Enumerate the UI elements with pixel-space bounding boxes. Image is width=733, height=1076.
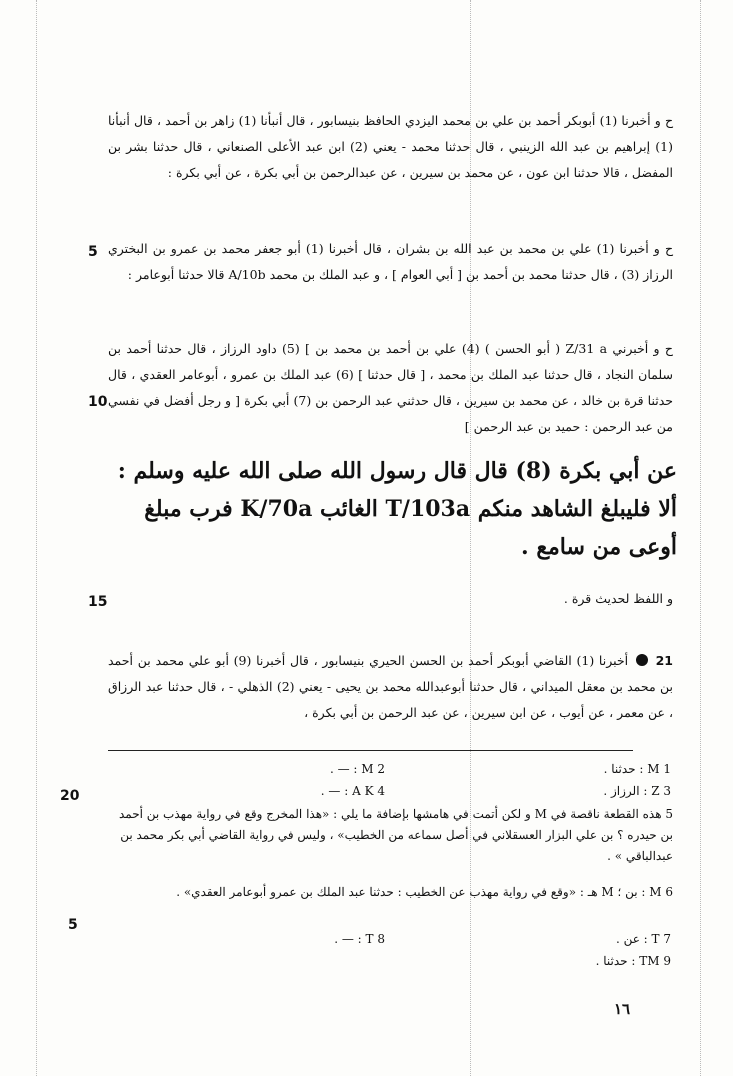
footnote-2: M 2 : — . [329,762,385,776]
footnote-line-number: 20 [60,788,80,804]
isnad-paragraph-1: ح و أخبرنا (1) أبوبكر أحمد بن علي بن محمد اليزدي الحافظ بنيسابور ، قال أنبأنا (1) زاهر بن أحمد ، قال أنبأنا (1) إبراهيم بن عبد الله الزينبي ، قال حدثنا محمد - يعني (2) ابن عبد الأعلى الصنعاني ، قال حدثنا بشر بن المفضل ، قالا حدثنا ابن عون ، عن محمد بن سيرين ، عن عبدالرحمن بن أبي بكرة ، عن أبي بكرة : [108,113,674,180]
footnote-4: A K 4 : — . [320,784,385,798]
line-number: 15 [88,594,108,610]
isnad-paragraph-3: ح و أخبرني Z/31 a ( أبو الحسن ) (4) علي بن أحمد بن محمد بن ] (5) داود الرزاز ، قال حدثنا أحمد بن سلمان النجاد ، قال حدثنا عبد الملك بن محمد ، [ قال حدثنا ] (6) عبد الملك بن عمرو ، أبوعامر العقدي ، قال حدثنا قرة بن خالد ، عن محمد بن سيرين ، قال حدثني عبد الرحمن بن (7) أبي بكرة [ و رجل أفضل في نفسي من عبد الرحمن : حميد بن عبد الرحمن ] [108,341,673,434]
scan-dotted-line [700,0,701,1076]
line-number: 10 [88,394,108,410]
footnote-9: TM 9 : حدثنا . [595,954,671,968]
footnote-7: T 7 : عن . [615,932,671,946]
page-number: ١٦ [614,1000,631,1018]
footnote-5: 5 هذه القطعة ناقصة في M و لكن أتمت في هامشها بإضافة ما يلي : «هذا المخرج وقع في رواية مهذب بن أحمد بن حيدره ؟ بن علي البزار العسقلاني في أصل سماعه من الخطيب» ، وليس في رواية القاضي أبي بكر محمد بن عبدالباقي » . [118,807,673,863]
bullet-dot-icon [636,654,648,666]
lafz-note: و اللفظ لحديث قرة . [563,591,673,606]
hadith-21 [108,648,673,726]
footnote-3: Z 3 : الرزاز . [603,784,671,798]
line-number: 5 [88,244,98,260]
footnote-6: M 6 : بن ؛ M هـ : «وقع في رواية مهذب عن الخطيب : حدثنا عبد الملك بن عمرو أبوعامر العقدي» . [176,885,673,899]
footnote-separator [108,750,633,751]
hadith-number: 21 [655,653,673,668]
hadith-21-text: أخبرنا (1) القاضي أبوبكر أحمد بن الحسن الحيري بنيسابور ، قال أخبرنا (9) أبو علي محمد بن أحمد بن محمد بن معقل الميداني ، قال حدثنا أبوعبدالله محمد بن يحيى - يعني (2) الذهلي - ، قال حدثنا عبد الرزاق ، عن معمر ، عن أيوب ، عن ابن سيرين ، عن عبد الرحمن بن أبي بكرة ، [108,653,673,720]
scan-dotted-line [36,0,37,1076]
footnote-8: T 8 : — . [334,932,385,946]
isnad-paragraph-2: ح و أخبرنا (1) علي بن محمد بن عبد الله بن بشران ، قال أخبرنا (1) أبو جعفر محمد بن عمرو بن البختري الرزاز (3) ، قال حدثنا محمد بن أحمد بن [ أبي العوام ] ، و عبد الملك بن محمد A/10b قالا حدثنا أبوعامر : [108,241,674,282]
footnote-1: M 1 : حدثنا . [603,762,671,776]
hadith-text: عن أبي بكرة (8) قال قال رسول الله صلى الله عليه وسلم : ألا فليبلغ الشاهد منكم T/103a الغائب K/70a فرب مبلغ أوعى من سامع . [117,458,677,560]
footnote-line-number: 5 [68,917,78,933]
